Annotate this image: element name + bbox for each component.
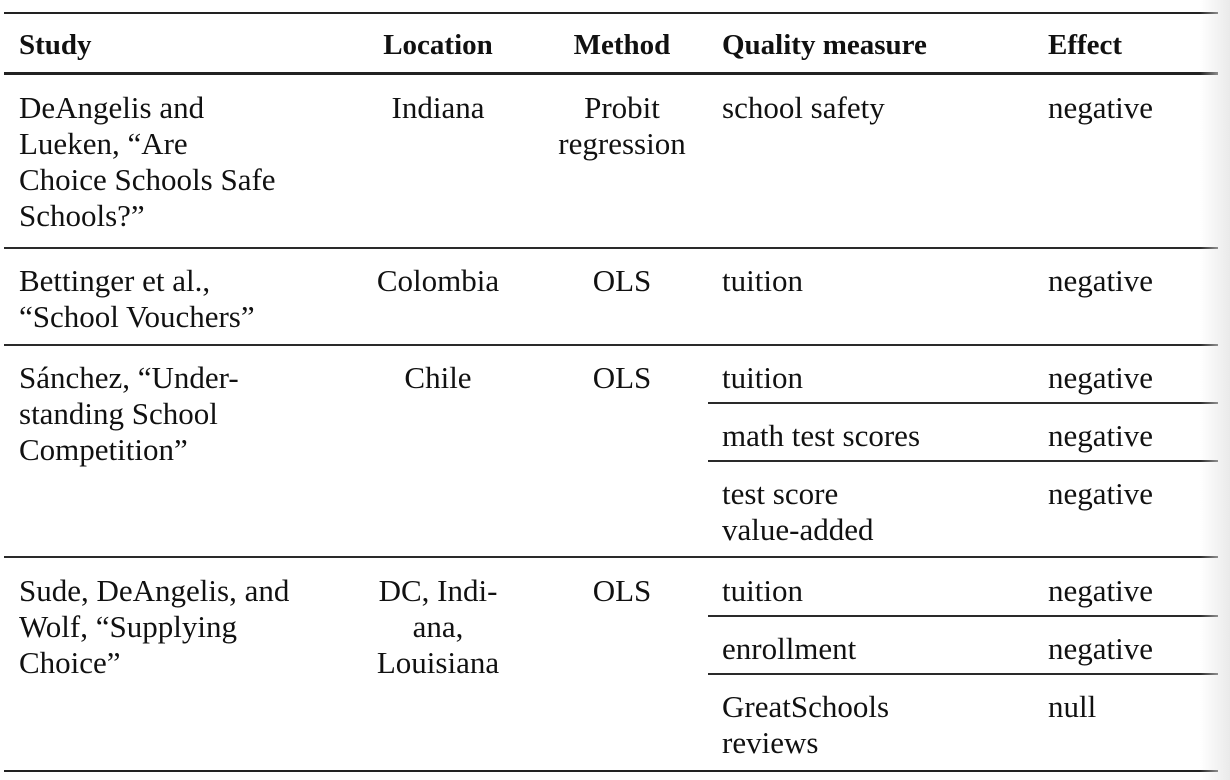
row3-study: Sánchez, “Under- standing School Competition” [19,360,239,467]
row4-method: OLS [592,573,652,608]
table-top-rule [4,12,1218,14]
row4-quality-1: tuition [722,573,803,608]
row4-effect-2: negative [1048,631,1154,666]
header-quality-measure: Quality measure [722,29,927,61]
row4-study: Sude, DeAngelis, and Wolf, “Supplying Choice” [19,573,290,680]
row3-sub-rule-2 [708,460,1218,462]
row3-effect-1: negative [1048,360,1154,395]
row2-quality: tuition [722,263,803,298]
row1-method: Probit regression [558,90,686,161]
row3-location: Chile [404,360,472,395]
row2-location: Colombia [376,263,500,298]
row3-quality-3: test score value-added [722,476,874,547]
row4-effect-3: null [1048,689,1097,724]
row4-sub-rule-2 [708,673,1218,675]
row2-bottom-rule [4,344,1218,346]
row2-study: Bettinger et al., “School Vouchers” [19,263,255,334]
header-location: Location [383,29,493,61]
row1-study: DeAngelis and Lueken, “Are Choice Schools Safe Schools?” [19,90,276,233]
row4-quality-3: GreatSchools reviews [722,689,890,760]
row4-quality-2: enrollment [722,631,857,666]
row1-quality: school safety [722,90,885,125]
header-rule [4,72,1218,75]
row3-bottom-rule [4,556,1218,558]
row1-bottom-rule [4,247,1218,249]
header-method: Method [573,29,671,61]
row1-location: Indiana [391,90,485,125]
row2-effect: negative [1048,263,1154,298]
row3-effect-2: negative [1048,418,1154,453]
row4-sub-rule-1 [708,615,1218,617]
row3-sub-rule-1 [708,402,1218,404]
row4-location: DC, Indi- ana, Louisiana [376,573,500,680]
table-bottom-rule [4,770,1218,772]
row3-quality-2: math test scores [722,418,921,453]
row3-method: OLS [592,360,652,395]
header-study: Study [19,29,92,61]
header-effect: Effect [1048,29,1123,61]
row3-quality-1: tuition [722,360,803,395]
row3-effect-3: negative [1048,476,1154,511]
row1-effect: negative [1048,90,1154,125]
row2-method: OLS [592,263,652,298]
row4-effect-1: negative [1048,573,1154,608]
